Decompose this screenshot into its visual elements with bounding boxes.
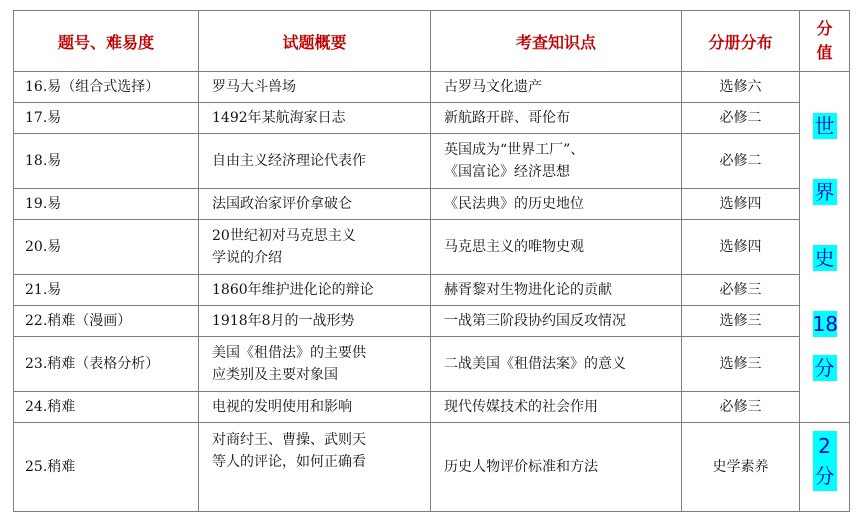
table-row [14,337,850,392]
score-number: 18 [812,312,838,336]
volume-cell: 选修三 [682,337,800,392]
question-cell: 18.易 [14,134,199,189]
summary-line: 等人的评论，如何正确看 [212,454,366,470]
summary-cell: 法国政治家评价拿破仑 [199,189,431,220]
header-volume: 分册分布 [682,11,800,72]
score-char: 世 [814,114,835,138]
summary-cell [199,220,431,275]
score-char: 史 [814,246,835,270]
question-cell: 21.易 [14,275,199,306]
history-literacy-score-cell [800,423,850,512]
volume-cell: 史学素养 [682,423,800,512]
question-cell: 25.稍难 [14,423,199,512]
summary-cell: 自由主义经济理论代表作 [199,134,431,189]
summary-line: 学说的介绍 [212,250,282,266]
summary-cell: 1492年某航海家日志 [199,103,431,134]
table-row [14,103,850,134]
score-number: 2 [813,431,837,461]
question-cell: 23.稍难（表格分析） [14,337,199,392]
table-row [14,392,850,423]
header-score [800,11,850,72]
summary-line: 应类别及主要对象国 [212,367,338,383]
table-row [14,275,850,306]
knowledge-cell: 赫胥黎对生物进化论的贡献 [431,275,682,306]
header-knowledge: 考查知识点 [431,11,682,72]
knowledge-line: 《国富论》经济思想 [444,164,570,180]
table-row [14,423,850,512]
score-char: 界 [814,180,835,204]
knowledge-cell: 马克思主义的唯物史观 [431,220,682,275]
score-char: 分 [813,461,837,491]
volume-cell: 选修四 [682,220,800,275]
summary-cell [199,337,431,392]
volume-cell: 选修三 [682,306,800,337]
question-cell: 20.易 [14,220,199,275]
summary-line: 对商纣王、曹操、武则天 [212,432,366,448]
knowledge-cell: 古罗马文化遗产 [431,72,682,103]
summary-line: 美国《租借法》的主要供 [212,345,366,361]
knowledge-cell: 新航路开辟、哥伦布 [431,103,682,134]
knowledge-cell [431,134,682,189]
header-row [14,11,850,72]
table-row [14,134,850,189]
question-cell: 17.易 [14,103,199,134]
history-literacy-score [800,431,849,491]
table-row [14,220,850,275]
knowledge-cell: 《民法典》的历史地位 [431,189,682,220]
header-summary: 试题概要 [199,11,431,72]
volume-cell: 必修二 [682,103,800,134]
table-row [14,189,850,220]
knowledge-cell: 现代传媒技术的社会作用 [431,392,682,423]
header-question: 题号、难易度 [14,11,199,72]
question-cell: 24.稍难 [14,392,199,423]
table-row [14,72,850,103]
question-cell: 16.易（组合式选择） [14,72,199,103]
volume-cell: 选修四 [682,189,800,220]
knowledge-cell: 二战美国《租借法案》的意义 [431,337,682,392]
score-char: 分 [814,356,835,380]
knowledge-line: 英国成为“世界工厂”、 [444,142,585,158]
question-cell: 22.稍难（漫画） [14,306,199,337]
question-cell: 19.易 [14,189,199,220]
volume-cell: 必修二 [682,134,800,189]
volume-cell: 必修三 [682,275,800,306]
volume-cell: 选修六 [682,72,800,103]
summary-line: 20世纪初对马克思主义 [212,228,356,244]
summary-cell: 1860年维护进化论的辩论 [199,275,431,306]
summary-cell: 1918年8月的一战形势 [199,306,431,337]
exam-analysis-table [13,10,850,512]
knowledge-cell: 历史人物评价标准和方法 [431,423,682,512]
header-score-line2: 值 [816,43,833,62]
knowledge-cell: 一战第三阶段协约国反攻情况 [431,306,682,337]
table-row [14,306,850,337]
volume-cell: 必修三 [682,392,800,423]
summary-cell: 罗马大斗兽场 [199,72,431,103]
world-history-score-cell [800,72,850,423]
header-score-line1: 分 [816,19,833,38]
summary-cell [199,423,431,512]
summary-cell: 电视的发明使用和影响 [199,392,431,423]
world-history-score [800,113,849,381]
